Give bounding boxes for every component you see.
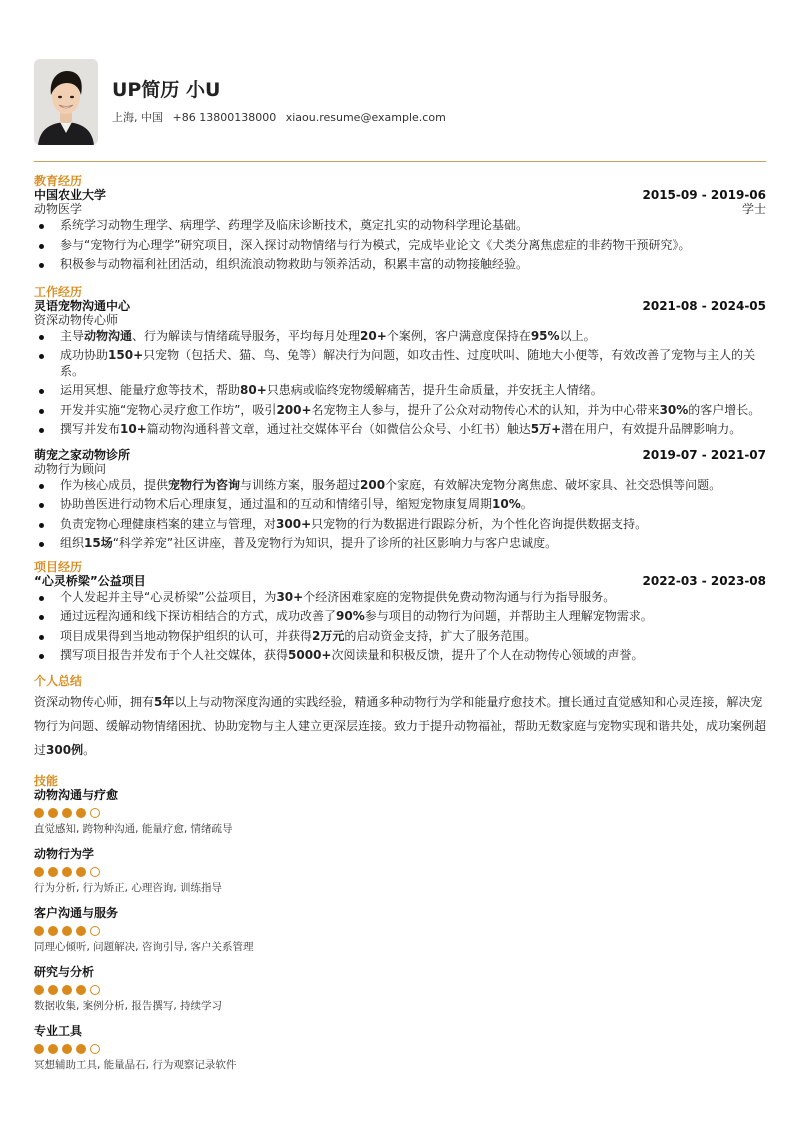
skill-name: 专业工具 [34,1023,83,1038]
list-item: 作为核心成员，提供宠物行为咨询与训练方案，服务超过200个家庭，有效解决宠物分离焦虑、破坏家具、社交恐惧等问题。 [34,478,766,494]
skill-rating [34,867,766,877]
rating-dot-filled [48,926,58,936]
rating-dot-empty [90,1044,100,1054]
work-section [34,285,766,552]
resume-page [34,58,766,1072]
rating-dot-filled [76,926,86,936]
list-item: 负责宠物心理健康档案的建立与管理，对300+只宠物的行为数据进行跟踪分析，为个性化咨询提供数据支持。 [34,517,766,533]
skill-name: 研究与分析 [34,964,95,979]
skill-name: 动物沟通与疗愈 [34,787,119,802]
rating-dot-filled [76,867,86,877]
list-item: 撰写项目报告并发布于个人社交媒体，获得5000+次阅读量和积极反馈，提升了个人在动物传心领域的声誉。 [34,648,766,664]
list-item: 组织15场“科学养宠”社区讲座，普及宠物行为知识，提升了诊所的社区影响力与客户忠诚度。 [34,536,766,552]
summary-section [34,674,766,762]
skill-tags: 直觉感知, 跨物种沟通, 能量疗愈, 情绪疏导 [34,822,233,835]
candidate-name: UP简历 小U [112,79,221,101]
skill-rating [34,1044,766,1054]
contact-line [112,111,446,125]
rating-dot-filled [62,808,72,818]
skills-section [34,774,766,1072]
rating-dot-empty [90,808,100,818]
skill-tags: 冥想辅助工具, 能量晶石, 行为观察记录软件 [34,1058,237,1071]
skill-tags: 行为分析, 行为矫正, 心理咨询, 训练指导 [34,881,223,894]
rating-dot-filled [76,808,86,818]
work-entry-sub [34,313,766,327]
list-item: 通过远程沟通和线下探访相结合的方式，成功改善了90%参与项目的动物行为问题，并帮助主人理解宠物需求。 [34,609,766,625]
rating-dot-empty [90,926,100,936]
rating-dot-filled [62,867,72,877]
projects-section [34,560,766,664]
rating-dot-filled [34,1044,44,1054]
list-item: 运用冥想、能量疗愈等技术，帮助80+只患病或临终宠物缓解痛苦，提升生命质量，并安抚主人情绪。 [34,383,766,399]
section-title-projects: 项目经历 [34,559,83,574]
list-item: 参与“宠物行为心理学”研究项目，深入探讨动物情绪与行为模式，完成毕业论文《犬类分离焦虑症的非药物干预研究》。 [34,238,766,254]
degree-text: 学士 [741,202,766,216]
phone-text: +86 13800138000 [172,111,277,124]
project-bullets [34,590,766,664]
work-entry-sub [34,462,766,476]
location-text: 上海, 中国 [112,111,163,124]
rating-dot-filled [48,985,58,995]
rating-dot-empty [90,867,100,877]
list-item: 系统学习动物生理学、病理学、药理学及临床诊断技术，奠定扎实的动物科学理论基础。 [34,218,766,234]
school-name: 中国农业大学 [34,188,107,202]
work-entry-header [34,299,766,313]
skill-name: 客户沟通与服务 [34,905,119,920]
rating-dot-filled [34,867,44,877]
summary-text: 资深动物传心师，拥有5年以上与动物深度沟通的实践经验，精通多种动物行为学和能量疗愈技术。擅长通过直觉感知和心灵连接，解决宠物行为问题、缓解动物情绪困扰、协助宠物与主人建立更深层连接。致力于提升动物福祉，帮助无数家庭与宠物实现和谐共处，成功案例超过300例。 [34,694,767,757]
work-dates: 2019-07 - 2021-07 [642,447,766,462]
skill-item [34,788,766,836]
rating-dot-filled [76,985,86,995]
rating-dot-filled [34,926,44,936]
major-text: 动物医学 [34,202,83,216]
section-title-work: 工作经历 [34,284,83,299]
skill-item [34,906,766,954]
email-text: xiaou.resume@example.com [285,111,446,124]
rating-dot-filled [34,985,44,995]
skill-item [34,1024,766,1072]
skill-rating [34,808,766,818]
rating-dot-filled [62,926,72,936]
work-dates: 2021-08 - 2024-05 [642,298,766,313]
skills-list [34,788,766,1072]
section-title-summary: 个人总结 [34,673,83,688]
rating-dot-filled [62,1044,72,1054]
resume-header [34,58,766,146]
list-item: 主导动物沟通、行为解读与情绪疏导服务，平均每月处理20+个案例，客户满意度保持在95%以上。 [34,329,766,345]
header-info [112,79,446,125]
list-item: 个人发起并主导“心灵桥梁”公益项目，为30+个经济困难家庭的宠物提供免费动物沟通与行为指导服务。 [34,590,766,606]
work-entry-header [34,448,766,462]
skill-name: 动物行为学 [34,846,95,861]
section-title-education: 教育经历 [34,174,83,188]
skill-item [34,847,766,895]
section-title-skills: 技能 [34,773,59,788]
rating-dot-filled [48,1044,58,1054]
project-name: “心灵桥梁”公益项目 [34,573,146,588]
skill-tags: 数据收集, 案例分析, 报告撰写, 持续学习 [34,999,223,1012]
skill-rating [34,985,766,995]
education-bullets [34,218,766,273]
work-bullets-1 [34,478,766,552]
profile-photo [34,59,98,145]
education-dates: 2015-09 - 2019-06 [642,188,766,202]
rating-dot-filled [62,985,72,995]
list-item: 积极参与动物福利社团活动，组织流浪动物救助与领养活动，积累丰富的动物接触经验。 [34,257,766,273]
project-entry-header [34,574,766,588]
work-bullets-0 [34,329,766,438]
company-name: 萌宠之家动物诊所 [34,447,131,462]
header-divider [34,161,766,162]
skill-rating [34,926,766,936]
skill-tags: 同理心倾听, 问题解决, 咨询引导, 客户关系管理 [34,940,254,953]
company-name: 灵语宠物沟通中心 [34,298,131,313]
list-item: 成功协助150+只宠物（包括犬、猫、鸟、兔等）解决行为问题，如攻击性、过度吠叫、随地大小便等，有效改善了宠物与主人的关系。 [34,348,766,379]
education-entry-sub [34,202,766,216]
education-section [34,174,766,273]
rating-dot-filled [34,808,44,818]
rating-dot-empty [90,985,100,995]
project-dates: 2022-03 - 2023-08 [642,573,766,588]
rating-dot-filled [76,1044,86,1054]
list-item: 项目成果得到当地动物保护组织的认可，并获得2万元的启动资金支持，扩大了服务范围。 [34,629,766,645]
role-text: 动物行为顾问 [34,461,107,476]
list-item: 撰写并发布10+篇动物沟通科普文章，通过社交媒体平台（如微信公众号、小红书）触达5万+潜在用户，有效提升品牌影响力。 [34,422,766,438]
skill-item [34,965,766,1013]
rating-dot-filled [48,867,58,877]
rating-dot-filled [48,808,58,818]
list-item: 开发并实施“宠物心灵疗愈工作坊”，吸引200+名宠物主人参与，提升了公众对动物传心术的认知，并为中心带来30%的客户增长。 [34,403,766,419]
education-entry-header [34,188,766,202]
role-text: 资深动物传心师 [34,312,119,327]
list-item: 协助兽医进行动物术后心理康复，通过温和的互动和情绪引导，缩短宠物康复周期10%。 [34,497,766,513]
